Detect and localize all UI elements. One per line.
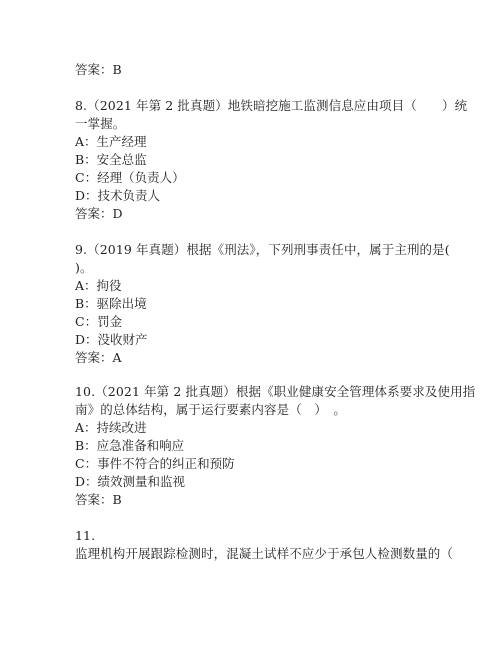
question-9-option-c: C：罚金	[75, 314, 123, 329]
question-9-stem-line-1: 9.（2019 年真题）根据《刑法》，下列刑事责任中，属于主刑的是(	[75, 242, 450, 257]
question-8-stem-line-2: 一掌握。	[75, 116, 126, 131]
question-11-number: 11.	[75, 528, 96, 543]
question-10-stem-line-2: 南》的总体结构，属于运行要素内容是（ ） 。	[75, 402, 346, 417]
question-10-option-b: B：应急准备和响应	[75, 438, 185, 453]
previous-answer: 答案：B	[75, 62, 122, 77]
question-9-option-b: B：驱除出境	[75, 296, 147, 311]
question-10-option-d: D：绩效测量和监视	[75, 474, 186, 489]
question-9-option-a: A：拘役	[75, 278, 122, 293]
question-8-stem-line-1: 8.（2021 年第 2 批真题）地铁暗挖施工监测信息应由项目（ ）统	[75, 98, 468, 113]
question-8-option-c: C：经理（负责人）	[75, 170, 185, 185]
question-9-answer: 答案：A	[75, 350, 122, 365]
question-8-option-a: A：生产经理	[75, 134, 147, 149]
question-9-stem-line-2: )。	[75, 260, 93, 275]
question-8-answer: 答案：D	[75, 206, 123, 221]
question-9-option-d: D：没收财产	[75, 332, 148, 347]
question-10-stem-line-1: 10.（2021 年第 2 批真题）根据《职业健康安全管理体系要求及使用指	[75, 384, 476, 399]
question-11-stem-line: 监理机构开展跟踪检测时，混凝土试样不应少于承包人检测数量的（	[75, 546, 454, 561]
question-10-answer: 答案：B	[75, 492, 122, 507]
question-10-option-c: C：事件不符合的纠正和预防	[75, 456, 235, 471]
question-8-option-d: D：技术负责人	[75, 188, 161, 203]
question-10-option-a: A：持续改进	[75, 420, 147, 435]
question-8-option-b: B：安全总监	[75, 152, 147, 167]
